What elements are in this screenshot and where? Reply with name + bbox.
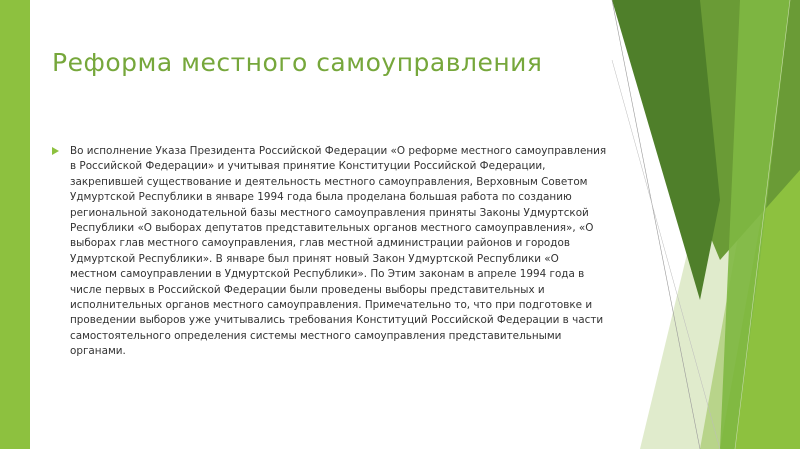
slide-title: Реформа местного самоуправления [52,48,543,77]
bullet-triangle-icon [52,147,59,155]
body-paragraph: Во исполнение Указа Президента Российской Федерации «О реформе местного самоуправления в Российской Федерации» и учитывая принятие Конституции Российской Федерации, закрепившей существование и деятельность местного самоуправления, Верховным Советом Удмуртской Республики в январе 1994 года была проделана большая работа по созданию региональной законодательной базы местного самоуправления приняты Законы Удмуртской Республики «О выборах депутатов представительных органов местного самоуправления», «О выборах глав местного самоуправления, глав местной администрации районов и городов Удмуртской Республики». В январе был принят новый Закон Удмуртской Республики «О местном самоуправлении в Удмуртской Республики». По Этим законам в апреле 1994 года в числе первых в Российской Федерации были проведены выборы представительных и исполнительных органов местного самоуправления. Примечательно то, что при подготовке и проведении выборов уже учитывались требования Конституций Российской Федерации в части самостоятельного определения системы местного самоуправления представительными органами. [70,145,607,358]
content-area [52,144,608,360]
